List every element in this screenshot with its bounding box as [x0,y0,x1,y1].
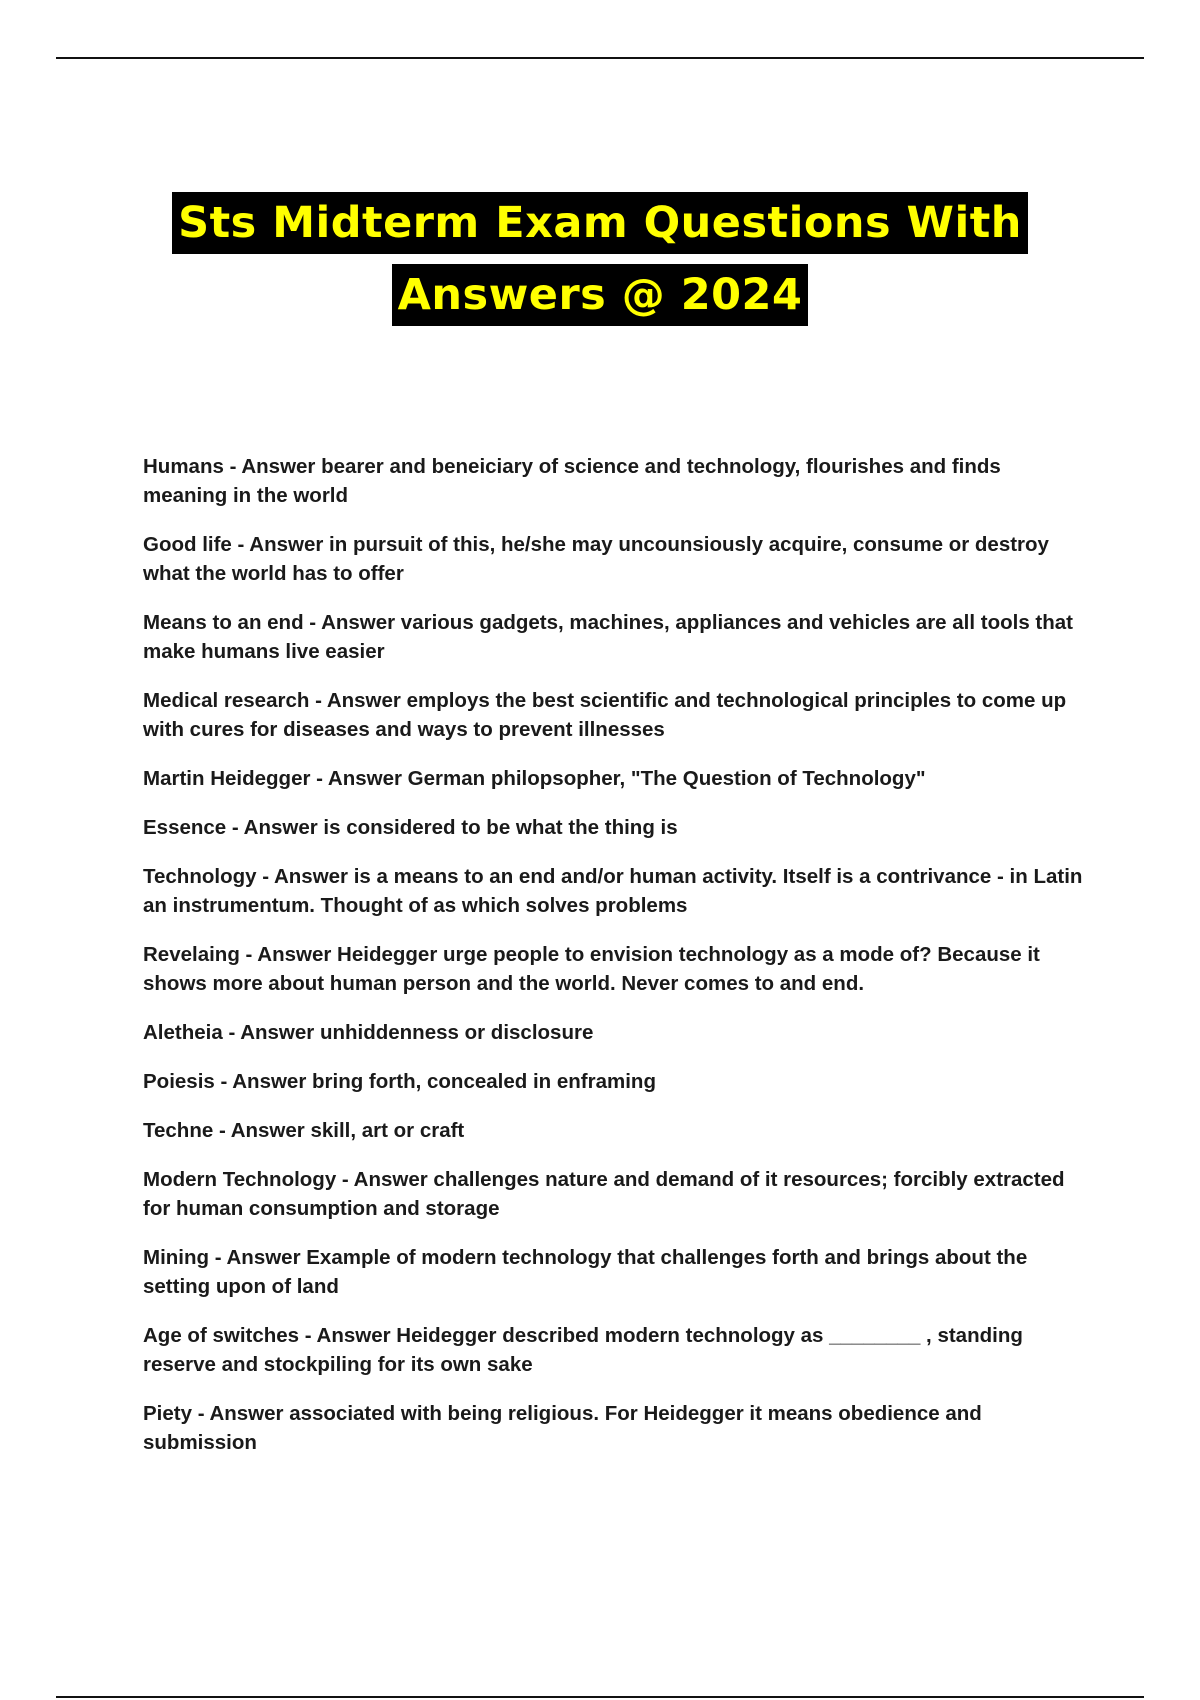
bottom-rule [56,1696,1144,1698]
qa-item-age-of-switches: Age of switches - Answer Heidegger described modern technology as ________ , standing reserve and stockpiling for its own sake [143,1324,1023,1376]
qa-list [143,452,1088,1477]
qa-item-martin-heidegger: Martin Heidegger - Answer German philopsopher, "The Question of Technology" [143,767,926,790]
qa-item-means-to-an-end: Means to an end - Answer various gadgets, machines, appliances and vehicles are all tools that make humans live easier [143,611,1073,663]
qa-item-good-life: Good life - Answer in pursuit of this, he/she may uncounsiously acquire, consume or destroy what the world has to offer [143,533,1049,585]
qa-item-piety: Piety - Answer associated with being religious. For Heidegger it means obedience and submission [143,1402,982,1454]
qa-item-technology: Technology - Answer is a means to an end and/or human activity. Itself is a contrivance - in Latin an instrumentum. Thought of as which solves problems [143,865,1083,917]
qa-item-essence: Essence - Answer is considered to be what the thing is [143,816,678,839]
qa-item-aletheia: Aletheia - Answer unhiddenness or disclosure [143,1021,594,1044]
qa-item-humans: Humans - Answer bearer and beneiciary of science and technology, flourishes and finds meaning in the world [143,455,1001,507]
qa-item-techne: Techne - Answer skill, art or craft [143,1119,465,1142]
top-rule [56,57,1144,59]
qa-item-medical-research: Medical research - Answer employs the best scientific and technological principles to come up with cures for diseases and ways to prevent illnesses [143,689,1067,741]
qa-item-revelaing: Revelaing - Answer Heidegger urge people to envision technology as a mode of? Because it shows more about human person and the world. Never comes to and end. [143,943,1040,995]
document-title [0,192,1200,336]
qa-item-modern-technology: Modern Technology - Answer challenges nature and demand of it resources; forcibly extracted for human consumption and storage [143,1168,1065,1220]
qa-item-mining: Mining - Answer Example of modern technology that challenges forth and brings about the setting upon of land [143,1246,1028,1298]
title-line-1: Sts Midterm Exam Questions With [172,192,1028,254]
title-line-2: Answers @ 2024 [392,264,809,326]
qa-item-poiesis: Poiesis - Answer bring forth, concealed in enframing [143,1070,656,1093]
